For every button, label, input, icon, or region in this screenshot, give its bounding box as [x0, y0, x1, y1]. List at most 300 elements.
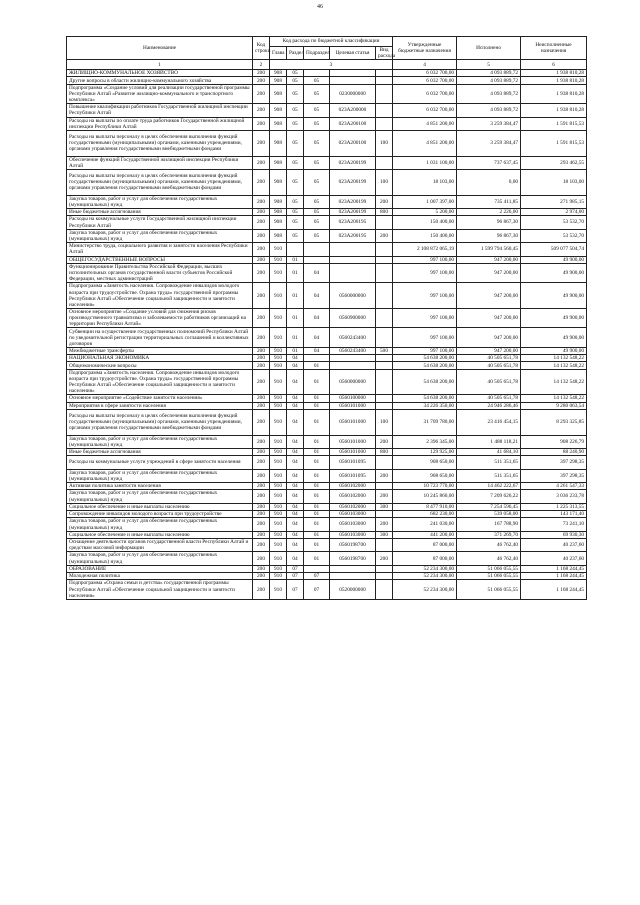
row-unexecuted: 1 225 313,55 [521, 503, 587, 510]
row-executed: 511 351,65 [457, 469, 521, 482]
row-expense-type: 500 [376, 347, 393, 354]
row-approved: 87 000,00 [393, 539, 457, 552]
table-row [67, 539, 587, 552]
row-subsection: 05 [304, 84, 330, 104]
row-subsection: 01 [304, 409, 330, 435]
row-approved: 6 032 700,00 [393, 104, 457, 117]
row-target-article: 0560000000 [330, 283, 376, 309]
row-target-article: 0560243400 [330, 328, 376, 348]
row-unexecuted: 14 132 548,22 [521, 395, 587, 402]
row-chapter: 910 [270, 402, 287, 409]
row-target-article: 0560000000 [330, 369, 376, 395]
row-unexecuted: 14 132 548,22 [521, 362, 587, 369]
row-subsection: 04 [304, 308, 330, 328]
row-name: Другие вопросы в области жилищно-коммунального хозяйства [67, 77, 253, 84]
table-row [67, 243, 587, 256]
row-target-article: 0560101000 [330, 402, 376, 409]
row-code: 200 [253, 518, 270, 531]
row-target-article: 0520000000 [330, 580, 376, 600]
row-expense-type [376, 511, 393, 518]
row-target-article: 023A200195 [330, 216, 376, 229]
row-code: 200 [253, 170, 270, 196]
table-row [67, 283, 587, 309]
row-approved: 908 650,00 [393, 456, 457, 469]
row-name: Закупка товаров, работ и услуг для обеспечения государственных (муниципальных) нужд [67, 552, 253, 565]
row-section: 01 [287, 308, 304, 328]
row-executed: 947 200,00 [457, 256, 521, 263]
row-name: Расходы на выплаты персоналу в целях обеспечения выполнения функций государственными (муниципальными) органами, казенными учреждениями, органами управления государственными внебюджетными фондами [67, 170, 253, 196]
row-chapter: 908 [270, 195, 287, 208]
row-executed: 947 200,00 [457, 347, 521, 354]
row-approved: 6 032 700,00 [393, 70, 457, 77]
row-approved: 87 000,00 [393, 552, 457, 565]
table-row [67, 328, 587, 348]
row-expense-type: 200 [376, 435, 393, 448]
row-subsection: 04 [304, 283, 330, 309]
row-executed: 511 351,65 [457, 456, 521, 469]
row-section: 04 [287, 395, 304, 402]
row-chapter: 910 [270, 511, 287, 518]
row-approved: 908 650,00 [393, 469, 457, 482]
row-name: Иные бюджетные ассигнования [67, 448, 253, 455]
row-subsection: 01 [304, 369, 330, 395]
row-name: Основное мероприятие «Содействие занятости населения» [67, 395, 253, 402]
table-row [67, 531, 587, 538]
row-unexecuted: 49 900,00 [521, 263, 587, 283]
row-expense-type: 100 [376, 409, 393, 435]
row-code: 200 [253, 503, 270, 510]
row-target-article: 023A200199 [330, 156, 376, 169]
row-name: Расходы на коммунальные услуги учреждений в сфере занятости населения [67, 456, 253, 469]
row-target-article: 023A200000 [330, 104, 376, 117]
row-expense-type: 200 [376, 195, 393, 208]
row-target-article: 0560900000 [330, 308, 376, 328]
row-approved: 997 100,00 [393, 347, 457, 354]
row-subsection: 01 [304, 552, 330, 565]
header-subsection: Подраздел [304, 47, 330, 60]
row-chapter: 908 [270, 77, 287, 84]
row-expense-type [376, 565, 393, 572]
row-chapter: 910 [270, 395, 287, 402]
row-name: ОБРАЗОВАНИЕ [67, 565, 253, 572]
row-chapter: 908 [270, 117, 287, 130]
row-name: Функционирование Правительства Российской Федерации, высших исполнительных органов государственной власти субъектов Российской Федерации, местных администраций [67, 263, 253, 283]
row-approved: 4 851 200,00 [393, 117, 457, 130]
row-section: 04 [287, 402, 304, 409]
row-executed: 51 066 055,55 [457, 580, 521, 600]
row-unexecuted: 1 938 810,28 [521, 84, 587, 104]
row-approved: 150 400,00 [393, 229, 457, 242]
row-approved: 6 032 700,00 [393, 84, 457, 104]
row-chapter: 910 [270, 243, 287, 256]
row-approved: 997 100,00 [393, 256, 457, 263]
row-section: 04 [287, 511, 304, 518]
row-name: Закупка товаров, работ и услуг для обеспечения государственных (муниципальных) нужд [67, 435, 253, 448]
row-approved: 54 638 200,00 [393, 355, 457, 362]
row-subsection: 05 [304, 195, 330, 208]
row-name: Подпрограмма «Создание условий для реализации государственной программы Республики Алтай «Развитие жилищно-коммунального и транспортного комплекса» [67, 84, 253, 104]
row-target-article: 0560198700 [330, 539, 376, 552]
row-chapter: 910 [270, 328, 287, 348]
row-code: 200 [253, 77, 270, 84]
numbering-cell: 5 [457, 60, 521, 70]
row-target-article: 0560103000 [330, 511, 376, 518]
row-section: 04 [287, 435, 304, 448]
row-subsection: 01 [304, 531, 330, 538]
row-subsection: 01 [304, 469, 330, 482]
row-unexecuted: 14 132 548,22 [521, 355, 587, 362]
row-code: 200 [253, 283, 270, 309]
row-subsection: 04 [304, 328, 330, 348]
row-target-article [330, 565, 376, 572]
numbering-cell: 1 [67, 60, 253, 70]
row-name: Активная политика занятости населения [67, 483, 253, 490]
row-unexecuted: 4 261 547,33 [521, 483, 587, 490]
row-approved: 1 031 100,00 [393, 156, 457, 169]
row-chapter: 908 [270, 209, 287, 216]
row-code: 200 [253, 347, 270, 354]
row-expense-type [376, 243, 393, 256]
row-expense-type [376, 355, 393, 362]
row-section: 04 [287, 531, 304, 538]
row-name: Оснащение деятельности органов государственной власти Республики Алтай и средствам массовой информации [67, 539, 253, 552]
row-executed: 46 762,40 [457, 539, 521, 552]
row-chapter: 910 [270, 355, 287, 362]
row-approved: 52 234 300,00 [393, 580, 457, 600]
row-code: 200 [253, 355, 270, 362]
row-expense-type [376, 117, 393, 130]
table-row [67, 104, 587, 117]
row-code: 200 [253, 117, 270, 130]
row-expense-type [376, 369, 393, 395]
row-section: 04 [287, 483, 304, 490]
row-name: Мероприятия в сфере занятости населения [67, 402, 253, 409]
row-target-article [330, 77, 376, 84]
row-chapter: 908 [270, 104, 287, 117]
row-target-article [330, 263, 376, 283]
row-code: 200 [253, 131, 270, 157]
row-target-article: 0560101000 [330, 409, 376, 435]
row-expense-type [376, 104, 393, 117]
row-executed: 737 637,45 [457, 156, 521, 169]
row-executed: 7 254 596,45 [457, 503, 521, 510]
row-expense-type [376, 256, 393, 263]
table-row [67, 70, 587, 77]
row-code: 200 [253, 511, 270, 518]
row-subsection: 01 [304, 456, 330, 469]
row-executed: 1 488 118,21 [457, 435, 521, 448]
row-subsection: 05 [304, 170, 330, 196]
row-chapter: 910 [270, 469, 287, 482]
row-executed: 51 066 055,55 [457, 573, 521, 580]
row-subsection [304, 243, 330, 256]
row-name: Закупка товаров, работ и услуг для обеспечения государственных (муниципальных) нужд [67, 469, 253, 482]
row-subsection: 01 [304, 503, 330, 510]
row-code: 200 [253, 395, 270, 402]
row-subsection: 01 [304, 448, 330, 455]
row-target-article [330, 243, 376, 256]
row-name: Расходы на коммунальные услуги Государственной жилищной инспекции Республики Алтай [67, 216, 253, 229]
row-chapter: 910 [270, 565, 287, 572]
table-row [67, 229, 587, 242]
table-row [67, 469, 587, 482]
row-name: Закупка товаров, работ и услуг для обеспечения государственных (муниципальных) нужд [67, 518, 253, 531]
row-subsection: 05 [304, 77, 330, 84]
row-unexecuted: 8 293 325,85 [521, 409, 587, 435]
row-approved: 34 226 350,00 [393, 402, 457, 409]
row-expense-type: 200 [376, 229, 393, 242]
row-code: 200 [253, 104, 270, 117]
row-code: 200 [253, 84, 270, 104]
row-subsection: 01 [304, 490, 330, 503]
row-target-article: 0560101000 [330, 448, 376, 455]
row-executed: 2 226,00 [457, 209, 521, 216]
row-expense-type: 100 [376, 131, 393, 157]
row-subsection [304, 70, 330, 77]
row-unexecuted: 53 532,70 [521, 229, 587, 242]
row-code: 200 [253, 531, 270, 538]
row-unexecuted: 49 900,00 [521, 347, 587, 354]
budget-execution-table [66, 36, 587, 600]
row-executed: 40 505 651,78 [457, 355, 521, 362]
row-expense-type: 200 [376, 490, 393, 503]
row-expense-type [376, 77, 393, 84]
header-expense-type: Вид расхода [376, 47, 393, 60]
row-target-article: 0560102000 [330, 490, 376, 503]
row-chapter: 910 [270, 362, 287, 369]
row-section: 04 [287, 355, 304, 362]
header-target: Целевая статья [330, 47, 376, 60]
row-code: 200 [253, 539, 270, 552]
row-unexecuted: 293 462,55 [521, 156, 587, 169]
row-section: 05 [287, 70, 304, 77]
row-section: 05 [287, 117, 304, 130]
row-name: Закупка товаров, работ и услуг для обеспечения государственных (муниципальных) нужд [67, 229, 253, 242]
row-expense-type: 200 [376, 552, 393, 565]
table-row [67, 209, 587, 216]
row-subsection: 05 [304, 156, 330, 169]
row-chapter: 908 [270, 229, 287, 242]
row-unexecuted: 1 591 815,53 [521, 117, 587, 130]
row-target-article: 023A200199 [330, 195, 376, 208]
row-section: 05 [287, 131, 304, 157]
row-code: 200 [253, 209, 270, 216]
row-executed: 4 093 889,72 [457, 84, 521, 104]
row-unexecuted: 397 298,35 [521, 469, 587, 482]
row-chapter: 910 [270, 552, 287, 565]
row-unexecuted: 49 900,00 [521, 328, 587, 348]
row-expense-type: 300 [376, 531, 393, 538]
row-subsection: 01 [304, 435, 330, 448]
row-subsection [304, 355, 330, 362]
table-row [67, 256, 587, 263]
numbering-cell: 6 [521, 60, 587, 70]
row-unexecuted: 73 241,10 [521, 518, 587, 531]
row-expense-type: 800 [376, 209, 393, 216]
table-row [67, 573, 587, 580]
row-target-article: 0560101095 [330, 469, 376, 482]
row-approved: 8 477 910,00 [393, 503, 457, 510]
row-code: 200 [253, 565, 270, 572]
table-row [67, 565, 587, 572]
row-section: 07 [287, 580, 304, 600]
table-row [67, 490, 587, 503]
header-executed: Исполнено [457, 37, 521, 60]
row-section: 04 [287, 490, 304, 503]
row-unexecuted: 397 298,35 [521, 456, 587, 469]
table-row [67, 435, 587, 448]
row-unexecuted: 1 938 810,28 [521, 77, 587, 84]
table-row [67, 402, 587, 409]
row-code: 200 [253, 216, 270, 229]
row-target-article: 0560198700 [330, 552, 376, 565]
row-section: 05 [287, 216, 304, 229]
row-section: 01 [287, 256, 304, 263]
row-chapter: 910 [270, 263, 287, 283]
table-row [67, 117, 587, 130]
table-row [67, 308, 587, 328]
row-section: 04 [287, 518, 304, 531]
row-name: Социальное обеспечение и иные выплаты населению [67, 503, 253, 510]
row-chapter: 910 [270, 490, 287, 503]
row-chapter: 908 [270, 84, 287, 104]
row-approved: 997 100,00 [393, 263, 457, 283]
row-unexecuted: 9 280 063,54 [521, 402, 587, 409]
row-unexecuted: 18 103,00 [521, 170, 587, 196]
row-executed: 1 599 794 560,45 [457, 243, 521, 256]
numbering-cell: 4 [393, 60, 457, 70]
row-name: Расходы на выплаты персоналу в целях обеспечения выполнения функций государственными (муниципальными) органами, казенными учреждениями, органами управления государственными внебюджетными фондами [67, 131, 253, 157]
row-code: 200 [253, 490, 270, 503]
row-approved: 997 100,00 [393, 328, 457, 348]
row-section: 05 [287, 77, 304, 84]
table-row [67, 395, 587, 402]
row-subsection: 04 [304, 347, 330, 354]
row-name: Подпрограмма «Занятость населения. Сопровождение инвалидов молодого возраста при трудоустройстве. Охрана труда» государственной программы Республики Алтай «Обеспечение социальной защищенности и занятости населения» [67, 283, 253, 309]
row-chapter: 908 [270, 70, 287, 77]
row-target-article [330, 70, 376, 77]
row-target-article [330, 256, 376, 263]
row-approved: 52 234 300,00 [393, 573, 457, 580]
row-name: Расходы на выплаты персоналу в целях обеспечения выполнения функций государственными (муниципальными) органами, казенными учреждениями, органами управления государственными внебюджетными фондами [67, 409, 253, 435]
row-approved: 5 200,00 [393, 209, 457, 216]
table-row [67, 511, 587, 518]
table-row [67, 409, 587, 435]
table-row [67, 552, 587, 565]
row-executed: 96 867,30 [457, 216, 521, 229]
row-executed: 947 200,00 [457, 263, 521, 283]
row-executed: 167 788,90 [457, 518, 521, 531]
row-approved: 54 638 200,00 [393, 395, 457, 402]
row-expense-type: 100 [376, 170, 393, 196]
row-section: 01 [287, 328, 304, 348]
row-chapter: 910 [270, 573, 287, 580]
row-code: 200 [253, 448, 270, 455]
row-approved: 54 638 200,00 [393, 362, 457, 369]
row-section: 04 [287, 369, 304, 395]
row-code: 200 [253, 580, 270, 600]
row-section: 01 [287, 283, 304, 309]
row-approved: 997 100,00 [393, 308, 457, 328]
table-row [67, 84, 587, 104]
row-chapter: 910 [270, 518, 287, 531]
row-name: Расходы на выплаты по оплате труда работников Государственной жилищной инспекции Республики Алтай [67, 117, 253, 130]
row-expense-type [376, 84, 393, 104]
row-chapter: 910 [270, 539, 287, 552]
row-target-article [330, 362, 376, 369]
row-name: Молодежная политика [67, 573, 253, 580]
row-expense-type: 300 [376, 503, 393, 510]
row-code: 200 [253, 456, 270, 469]
table-row [67, 77, 587, 84]
row-target-article: 0560243400 [330, 347, 376, 354]
row-chapter: 910 [270, 308, 287, 328]
row-executed: 24 946 286,46 [457, 402, 521, 409]
row-code: 200 [253, 256, 270, 263]
row-subsection: 05 [304, 209, 330, 216]
numbering-cell: 3 [270, 60, 393, 70]
row-subsection: 04 [304, 263, 330, 283]
row-section: 05 [287, 170, 304, 196]
row-approved: 997 100,00 [393, 283, 457, 309]
row-executed: 40 505 651,78 [457, 362, 521, 369]
row-expense-type [376, 328, 393, 348]
row-chapter: 908 [270, 170, 287, 196]
row-unexecuted: 49 900,00 [521, 256, 587, 263]
row-section: 04 [287, 448, 304, 455]
row-name: Социальное обеспечение и иные выплаты населению [67, 531, 253, 538]
row-name: Повышение квалификации работников Государственной жилищной инспекции Республики Алтай [67, 104, 253, 117]
row-unexecuted: 2 974,00 [521, 209, 587, 216]
row-name: Подпрограмма «Охрана семьи и детства» государственной программы Республики Алтай «Обеспечение социальной защищенности и занятости населения» [67, 580, 253, 600]
row-code: 200 [253, 369, 270, 395]
row-approved: 150 400,00 [393, 216, 457, 229]
page-number: 46 [317, 4, 323, 10]
row-executed: 23 416 454,15 [457, 409, 521, 435]
row-code: 200 [253, 469, 270, 482]
row-subsection [304, 256, 330, 263]
row-executed: 40 505 651,78 [457, 369, 521, 395]
row-unexecuted: 143 171,40 [521, 511, 587, 518]
row-section: 05 [287, 209, 304, 216]
row-executed: 41 684,10 [457, 448, 521, 455]
header-approved: Утвержденные бюджетные назначения [393, 37, 457, 60]
row-approved: 4 851 200,00 [393, 131, 457, 157]
row-unexecuted: 49 900,00 [521, 308, 587, 328]
row-chapter: 910 [270, 580, 287, 600]
row-name: Сопровождение инвалидов молодого возраста при трудоустройстве [67, 511, 253, 518]
row-subsection: 05 [304, 229, 330, 242]
row-unexecuted: 53 532,70 [521, 216, 587, 229]
row-expense-type: 200 [376, 518, 393, 531]
row-unexecuted: 271 985,15 [521, 195, 587, 208]
row-expense-type [376, 456, 393, 469]
row-executed: 539 058,00 [457, 511, 521, 518]
row-target-article: 0560103000 [330, 531, 376, 538]
row-name: Субвенции на осуществление государственных полномочий Республики Алтай по уведомительной регистрации территориальных соглашений и коллективных договоров [67, 328, 253, 348]
table-row [67, 580, 587, 600]
row-subsection: 01 [304, 395, 330, 402]
row-executed: 947 200,00 [457, 328, 521, 348]
row-approved: 18 103,00 [393, 170, 457, 196]
row-name: Закупка товаров, работ и услуг для обеспечения государственных (муниципальных) нужд [67, 490, 253, 503]
row-executed: 947 200,00 [457, 283, 521, 309]
row-subsection [304, 565, 330, 572]
row-subsection: 07 [304, 573, 330, 580]
row-executed: 3 259 384,47 [457, 131, 521, 157]
row-executed: 46 762,40 [457, 552, 521, 565]
row-section: 05 [287, 156, 304, 169]
